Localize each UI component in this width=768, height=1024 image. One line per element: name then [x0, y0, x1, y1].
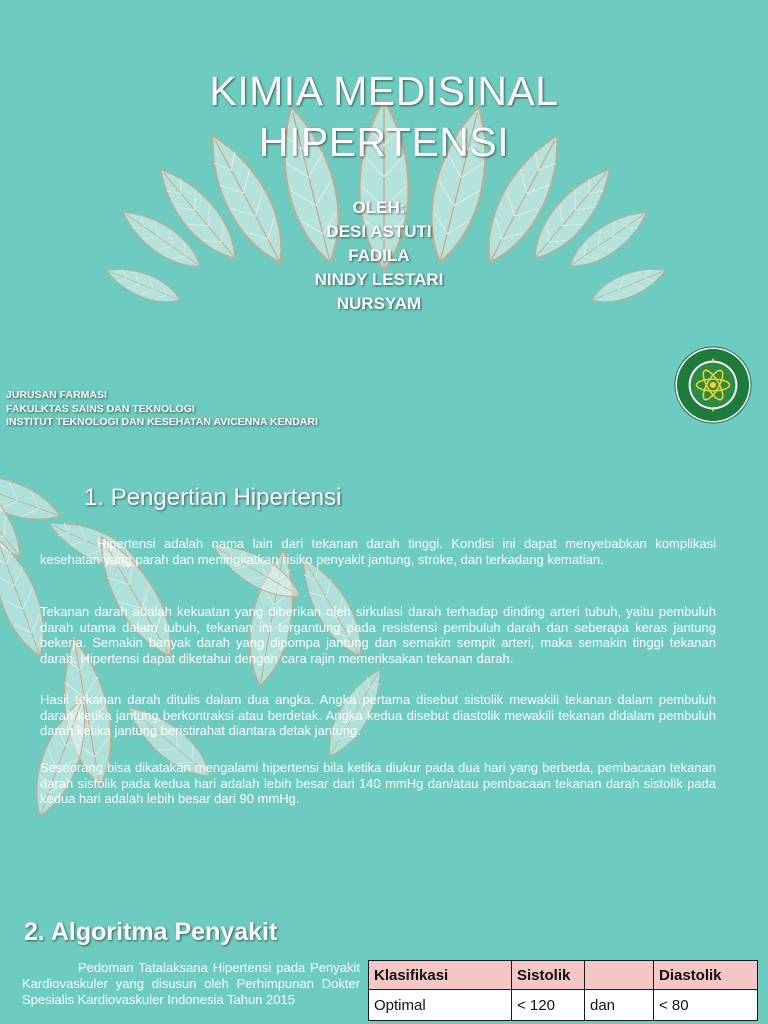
table-header: Klasifikasi: [369, 961, 512, 990]
title-line-1: KIMIA MEDISINAL: [209, 68, 559, 114]
table-row: [369, 990, 758, 1021]
leaf-decoration: [0, 456, 768, 896]
department: JURUSAN FARMASI: [6, 389, 107, 401]
table-header: [585, 961, 654, 990]
author-name: NURSYAM: [336, 294, 422, 313]
author-name: FADILA: [348, 246, 410, 265]
paragraph: Pedoman Tatalaksana Hipertensi pada Penyakit Kardiovaskuler yang disusun oleh Perhimpunan Dokter Spesialis Kardiovaskuler Indonesia Tahun 2015: [22, 960, 360, 1007]
table-header-row: [369, 961, 758, 990]
table-header: Sistolik: [512, 961, 585, 990]
algorithm-slide: [0, 896, 768, 1024]
paragraph: Tekanan darah adalah kekuatan yang diberikan oleh sirkulasi darah terhadap dinding arteri tubuh, yaitu pembuluh darah utama dalam tubuh, tekanan ini tergantung pada resistensi pembuluh darah dan seberapa keras jantung bekerja. Semakin banyak darah yang dipompa jantung dan semakin sempit arteri, maka semakin tinggi tekanan darah. Hipertensi dapat diketahui dengan cara rajin memeriksakan tekanan darah.: [40, 604, 716, 666]
table-cell: Optimal: [369, 990, 512, 1021]
author-name: NINDY LESTARI: [314, 270, 444, 289]
section-heading: 2. Algoritma Penyakit: [24, 918, 278, 946]
classification-table: [368, 960, 758, 1021]
institution: INSTITUT TEKNOLOGI DAN KESEHATAN AVICENNA KENDARI: [6, 416, 318, 428]
paragraph: Seseorang bisa dikatakan mengalami hipertensi bila ketika diukur pada dua hari yang berbeda, pembacaan tekanan darah sistolik pada kedua hari adalah lebih besar dari 140 mmHg dan/atau pembacaan tekanan darah sistolik pada kedua hari adalah lebih besar dari 90 mmHg.: [40, 760, 716, 806]
institute-logo: [674, 346, 752, 424]
faculty: FAKULKTAS SAINS DAN TEKNOLOGI: [6, 402, 195, 415]
author-list: [0, 196, 758, 316]
title-slide: [0, 0, 768, 456]
paragraph: Hipertensi adalah nama lain dari tekanan darah tinggi. Kondisi ini dapat menyebabkan komplikasi kesehatan yang parah dan meningkatkan risiko penyakit jantung, stroke, dan terkadang kematian.: [40, 536, 716, 567]
definition-slide: [0, 456, 768, 896]
table-cell: < 120: [512, 990, 585, 1021]
affiliation-block: [6, 389, 318, 430]
table-cell: dan: [585, 990, 654, 1021]
title-line-2: HIPERTENSI: [258, 119, 510, 165]
section-heading: 1. Pengertian Hipertensi: [84, 484, 342, 511]
presentation-title: [0, 66, 768, 168]
table-header: Diastolik: [654, 961, 758, 990]
table-cell: < 80: [654, 990, 758, 1021]
author-name: DESI ASTUTI: [326, 222, 432, 241]
paragraph: Hasil tekanan darah ditulis dalam dua angka. Angka pertama disebut sistolik mewakili tekanan dalam pembuluh darah ketika jantung berkontraksi atau berdetak. Angka kedua disebut diastolik mewakili tekanan didalam pembuluh darah ketika jantung beristirahat diantara detak jantung.: [40, 692, 716, 738]
author-label: OLEH:: [352, 198, 406, 217]
